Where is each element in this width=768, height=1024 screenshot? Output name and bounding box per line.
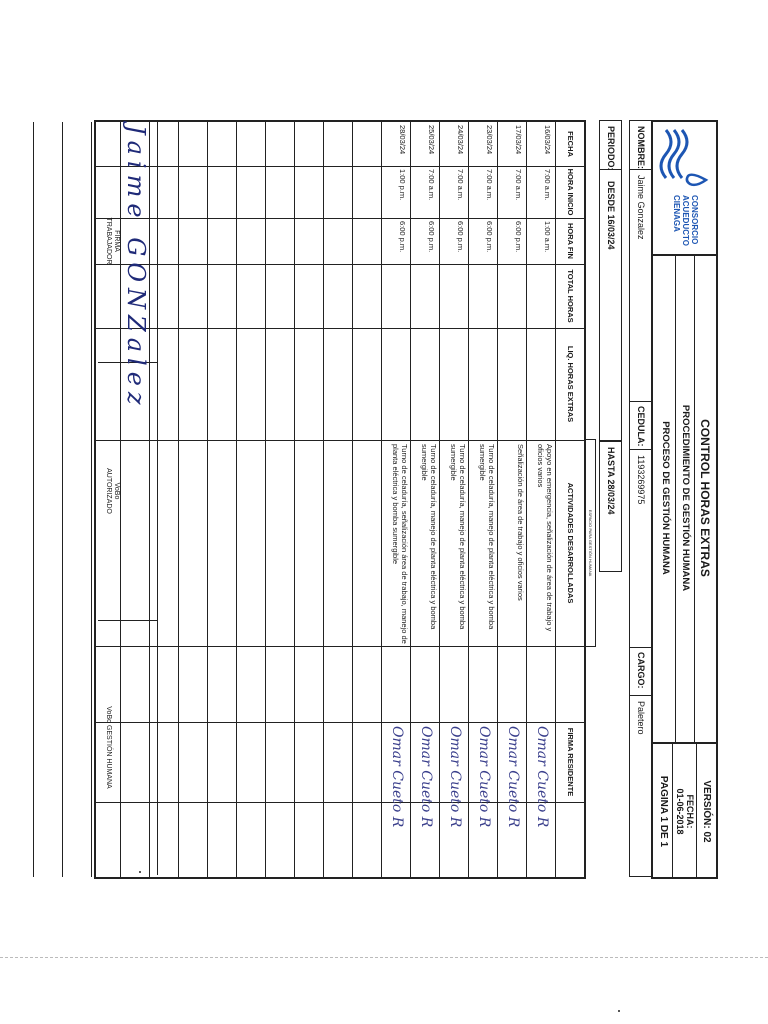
cell-actividad: Turno de celaduría, manejo de planta eléctrica y bomba sumergible bbox=[449, 444, 467, 630]
cell-hora-fin: 1:00 a.m. bbox=[543, 221, 552, 253]
water-drop-logo-icon bbox=[656, 122, 716, 194]
column-divider bbox=[96, 166, 584, 167]
cell-actividad: Apoyo en emergencia, señalización de área de trabajo y oficios varios bbox=[536, 444, 554, 632]
cell-firma-residente-signature: Omar Cueto R bbox=[505, 726, 521, 828]
org-line: CIENAGA bbox=[672, 195, 681, 232]
cell-hora-inicio: 7:00 a.m. bbox=[485, 169, 494, 201]
periodo-hasta: HASTA 28/03/24 bbox=[606, 447, 616, 515]
cell-firma-residente-signature: Omar Cueto R bbox=[389, 726, 405, 828]
divider bbox=[672, 744, 673, 879]
page-number: PAGINA 1 DE 1 bbox=[658, 775, 669, 848]
cargo-value: Paletero bbox=[636, 701, 646, 735]
row-divider bbox=[207, 122, 208, 877]
cell-hora-fin: 6:00 p.m. bbox=[485, 221, 494, 253]
cell-hora-fin: 6:00 p.m. bbox=[456, 221, 465, 253]
row-divider bbox=[323, 122, 324, 877]
cell-hora-fin: 6:00 p.m. bbox=[398, 221, 407, 253]
worker-handwritten-signature: Jaime GONZalez bbox=[122, 125, 150, 411]
fecha-value: 01-06-2018 bbox=[675, 788, 685, 835]
column-divider bbox=[96, 328, 584, 329]
cell-firma-residente-signature: Omar Cueto R bbox=[534, 726, 550, 828]
cell-actividad: Turno de celaduría, manejo de planta eléctrica y bomba sumergible bbox=[478, 444, 496, 630]
cell-fecha: 28/03/24 bbox=[398, 125, 407, 155]
col-header-actividades: ACTIVIDADES DESARROLLADAS bbox=[566, 482, 575, 604]
procedure-title: PROCEDIMIENTO DE GESTIÓN HUMANA bbox=[680, 404, 691, 592]
vobo-label: VoBo bbox=[113, 482, 120, 500]
cargo-label: CARGO: bbox=[636, 652, 646, 689]
cell-hora-inicio: 7:00 a.m. bbox=[543, 169, 552, 201]
period-row bbox=[599, 120, 622, 442]
org-line: CONSORCIO bbox=[690, 195, 699, 245]
column-divider bbox=[96, 646, 584, 647]
header-titles bbox=[653, 254, 716, 742]
col-header-total-horas: TOTAL HORAS bbox=[566, 269, 575, 323]
cell-fecha: 16/03/24 bbox=[543, 125, 552, 155]
row-divider bbox=[497, 122, 498, 877]
cell-firma-residente-signature: Omar Cueto R bbox=[476, 726, 492, 828]
col-header-liq-horas: LIQ. HORAS EXTRAS bbox=[566, 345, 575, 423]
col-header-fecha: FECHA bbox=[566, 131, 575, 157]
cell-hora-inicio: 7:00 a.m. bbox=[456, 169, 465, 201]
scan-speck bbox=[618, 1010, 620, 1012]
overtime-table bbox=[94, 120, 586, 879]
cell-hora-inicio: 7:00 a.m. bbox=[427, 169, 436, 201]
vobo-gestion-humana-label: VoBo GESTIÓN HUMANA bbox=[105, 706, 112, 789]
col-header-hora-inicio: HORA INICIO bbox=[566, 168, 575, 216]
divider bbox=[600, 169, 621, 170]
divider bbox=[696, 744, 697, 879]
column-divider bbox=[96, 722, 584, 723]
company-name bbox=[672, 195, 699, 246]
row-divider bbox=[33, 122, 34, 877]
cell-hora-fin: 6:00 p.m. bbox=[427, 221, 436, 253]
divider bbox=[630, 169, 651, 170]
process-title: PROCESO DE GESTIÓN HUMANA bbox=[660, 421, 671, 575]
cell-fecha: 25/03/24 bbox=[427, 125, 436, 155]
row-divider bbox=[439, 122, 440, 877]
col-header-hora-fin: HORA FIN bbox=[566, 223, 575, 259]
form-title: CONTROL HORAS EXTRAS bbox=[698, 419, 712, 577]
column-divider bbox=[96, 264, 584, 265]
cell-actividad: Turno de celaduría, señalización área de trabajo, manejo de planta eléctrica y bomba sumergible bbox=[391, 444, 409, 644]
row-divider bbox=[91, 122, 92, 877]
scan-edge-line bbox=[0, 957, 768, 958]
divider bbox=[675, 254, 676, 742]
nombre-value: Jaime Gonzalez bbox=[636, 175, 646, 240]
cell-hora-inicio: 1:00 p.m. bbox=[398, 169, 407, 201]
cell-fecha: 24/03/24 bbox=[456, 125, 465, 155]
trabajador-label: TRABAJADOR bbox=[105, 217, 112, 265]
periodo-desde: DESDE 16/03/24 bbox=[606, 181, 616, 250]
row-divider bbox=[178, 122, 179, 877]
cell-actividad: Señalización de área de trabajo y oficios varios bbox=[516, 444, 525, 601]
cell-hora-inicio: 7:00 a.m. bbox=[514, 169, 523, 201]
divider bbox=[694, 254, 695, 742]
row-divider bbox=[236, 122, 237, 877]
fecha-label: FECHA: bbox=[685, 794, 695, 829]
org-line: ACUEDUCTO bbox=[681, 195, 690, 246]
autorizado-label: AUTORIZADO bbox=[105, 468, 112, 514]
divider bbox=[157, 120, 158, 875]
period-end-box bbox=[599, 440, 622, 572]
overtime-control-form bbox=[58, 95, 718, 895]
hr-reserved-space-label: ESPACIO PARA GESTIÓN HUMANA bbox=[584, 439, 596, 647]
nombre-label: NOMBRE: bbox=[636, 126, 646, 169]
cell-fecha: 23/03/24 bbox=[485, 125, 494, 155]
version-text: VERSIÓN: 02 bbox=[701, 780, 712, 843]
cell-fecha: 17/03/24 bbox=[514, 125, 523, 155]
row-divider bbox=[294, 122, 295, 877]
employee-info-row bbox=[629, 120, 652, 877]
periodo-label: PERIODO: bbox=[606, 126, 616, 171]
col-header-firma-residente: FIRMA RESIDENTE bbox=[566, 727, 575, 797]
divider bbox=[630, 695, 651, 696]
form-header bbox=[651, 120, 718, 879]
row-divider bbox=[265, 122, 266, 877]
column-divider bbox=[96, 218, 584, 219]
cell-hora-fin: 6:00 p.m. bbox=[514, 221, 523, 253]
cedula-label: CEDULA: bbox=[636, 406, 646, 447]
row-divider bbox=[526, 122, 527, 877]
divider bbox=[630, 401, 651, 402]
column-divider bbox=[96, 440, 584, 441]
cell-actividad: Turno de celaduría, manejo de planta eléctrica y bomba sumergible bbox=[420, 444, 438, 630]
row-divider bbox=[62, 122, 63, 877]
company-logo bbox=[653, 122, 716, 256]
firma-label: FIRMA bbox=[113, 230, 120, 252]
row-divider bbox=[381, 122, 382, 877]
divider bbox=[630, 647, 651, 648]
cedula-value: 1193269975 bbox=[636, 455, 646, 505]
row-divider bbox=[352, 122, 353, 877]
cell-firma-residente-signature: Omar Cueto R bbox=[418, 726, 434, 828]
header-version-box bbox=[653, 742, 716, 879]
row-divider bbox=[410, 122, 411, 877]
cell-firma-residente-signature: Omar Cueto R bbox=[447, 726, 463, 828]
row-divider bbox=[468, 122, 469, 877]
divider bbox=[630, 449, 651, 450]
